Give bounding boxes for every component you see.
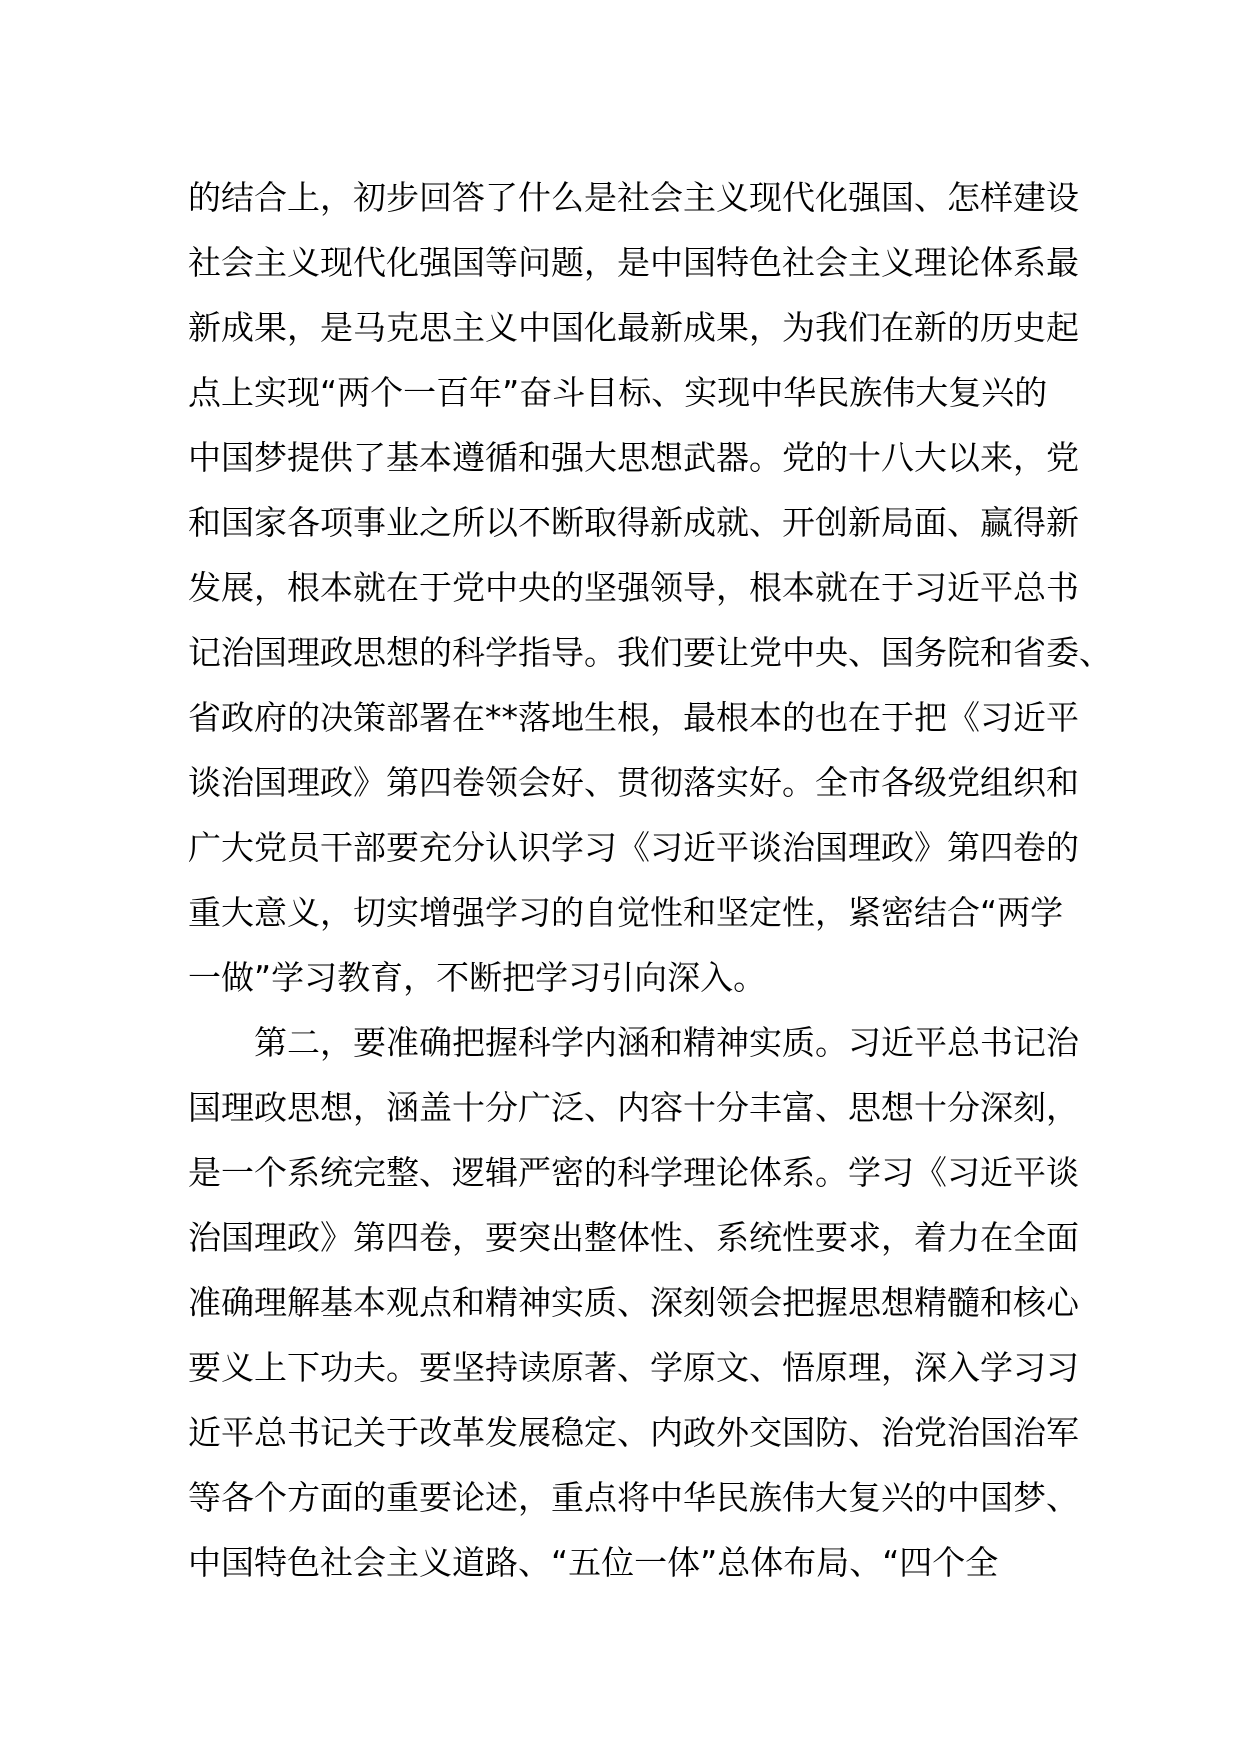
paragraph-start-line: 第二，要准确把握科学内涵和精神实质。习近平总书记治: [254, 1023, 1079, 1062]
text-line: 新成果，是马克思主义中国化最新成果，为我们在新的历史起: [188, 308, 1079, 347]
text-line: 谈治国理政》第四卷领会好、贯彻落实好。全市各级党组织和: [188, 763, 1079, 802]
text-line: 广大党员干部要充分认识学习《习近平谈治国理政》第四卷的: [188, 828, 1079, 867]
text-line: 发展，根本就在于党中央的坚强领导，根本就在于习近平总书: [188, 568, 1079, 607]
text-line: 点上实现“两个一百年”奋斗目标、实现中华民族伟大复兴的: [188, 373, 1048, 412]
text-line: 治国理政》第四卷，要突出整体性、系统性要求，着力在全面: [188, 1218, 1079, 1257]
text-line: 准确理解基本观点和精神实质、深刻领会把握思想精髓和核心: [188, 1283, 1079, 1322]
text-line: 一做”学习教育，不断把学习引向深入。: [188, 958, 767, 997]
text-line: 中国特色社会主义道路、“五位一体”总体布局、“四个全: [188, 1543, 999, 1582]
text-line: 省政府的决策部署在**落地生根，最根本的也在于把《习近平: [188, 698, 1079, 737]
text-line: 重大意义，切实增强学习的自觉性和坚定性，紧密结合“两学: [188, 893, 1064, 932]
text-line: 是一个系统完整、逻辑严密的科学理论体系。学习《习近平谈: [188, 1153, 1079, 1192]
text-line: 等各个方面的重要论述，重点将中华民族伟大复兴的中国梦、: [188, 1478, 1079, 1517]
text-line: 和国家各项事业之所以不断取得新成就、开创新局面、赢得新: [188, 503, 1079, 542]
text-line: 记治国理政思想的科学指导。我们要让党中央、国务院和省委、: [188, 633, 1112, 672]
body-text: [188, 165, 1112, 1595]
text-line: 国理政思想，涵盖十分广泛、内容十分丰富、思想十分深刻，: [188, 1088, 1079, 1127]
text-line: 近平总书记关于改革发展稳定、内政外交国防、治党治国治军: [188, 1413, 1079, 1452]
text-line: 的结合上，初步回答了什么是社会主义现代化强国、怎样建设: [188, 178, 1079, 217]
text-line: 社会主义现代化强国等问题，是中国特色社会主义理论体系最: [188, 243, 1079, 282]
text-line: 要义上下功夫。要坚持读原著、学原文、悟原理，深入学习习: [188, 1348, 1079, 1387]
text-line: 中国梦提供了基本遵循和强大思想武器。党的十八大以来，党: [188, 438, 1079, 477]
